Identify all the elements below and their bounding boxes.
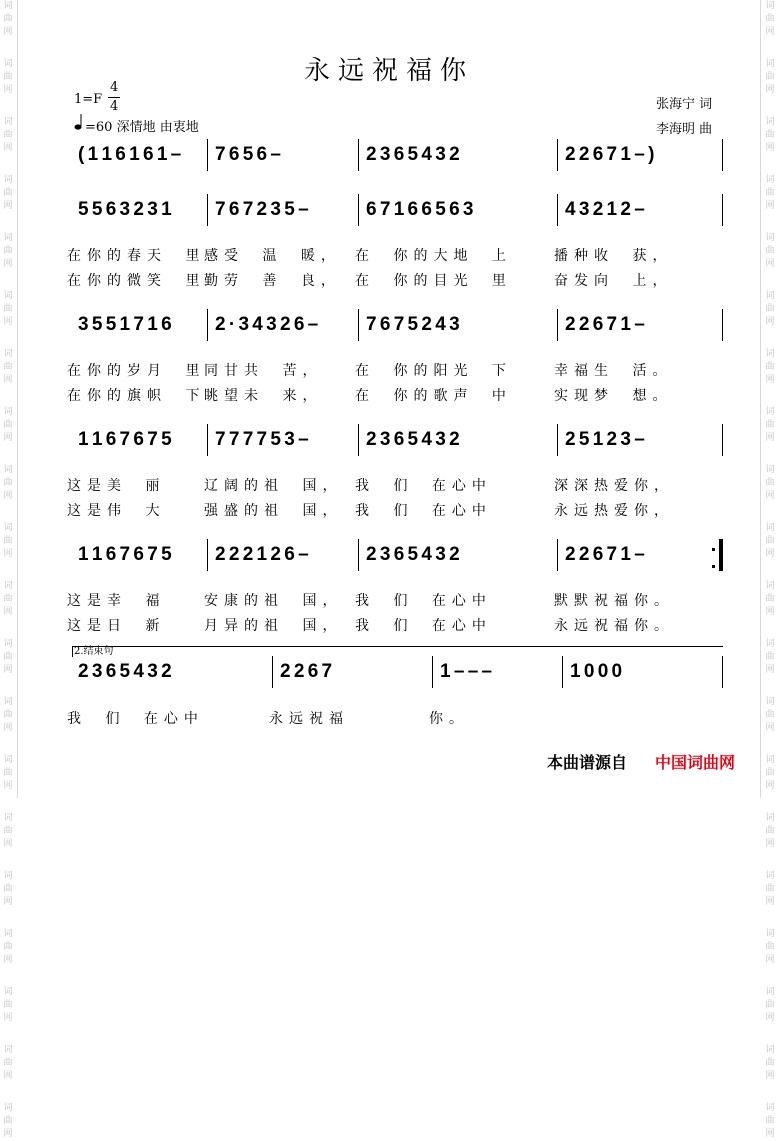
barline [207, 539, 208, 571]
lyric-segment: 安康的祖 国， [204, 593, 343, 609]
watermark-char: 词 [765, 523, 775, 533]
watermark-char: 网 [3, 549, 13, 559]
lyric-segment: 在 你的大地 上 [355, 248, 512, 264]
lyric-segment: 眺望未 来， [204, 388, 323, 404]
watermark-char: 网 [765, 27, 775, 37]
watermark-char: 曲 [3, 884, 13, 894]
lyric-segment: 你。 [429, 711, 469, 727]
lyric-segment: 在你的春天 里 [67, 248, 206, 264]
watermark-char: 词 [765, 175, 775, 185]
watermark-char: 曲 [3, 420, 13, 430]
barline [722, 656, 723, 688]
barline [358, 309, 359, 341]
watermark-char: 网 [3, 85, 13, 95]
watermark-char: 词 [765, 871, 775, 881]
watermark-char: 词 [765, 1045, 775, 1055]
watermark-char: 词 [765, 639, 775, 649]
lyric-segment: 深深热爱你， [554, 478, 674, 494]
measure-notes: 3 5 5 1 7 1 6 [78, 314, 172, 335]
watermark-char: 曲 [765, 1116, 775, 1126]
watermark-char: 曲 [765, 768, 775, 778]
lyric-segment: 在 你的阳光 下 [355, 363, 512, 379]
watermark-char: 网 [765, 665, 775, 675]
watermark-char: 曲 [3, 1116, 13, 1126]
watermark-char: 网 [765, 781, 775, 791]
watermark-char: 网 [3, 201, 13, 211]
watermark-char: 网 [765, 259, 775, 269]
lyricist-credit: 张海宁 词 [656, 97, 713, 112]
left-watermark-column [1, 0, 15, 1139]
lyric-segment: 永远祝福你。 [554, 618, 674, 634]
watermark-char: 曲 [765, 72, 775, 82]
watermark-char: 曲 [3, 72, 13, 82]
watermark-char: 词 [3, 871, 13, 881]
lyric-segment: 实现梦 想。 [554, 388, 673, 404]
watermark-char: 词 [765, 349, 775, 359]
measure-notes: 2 2 2 1 2 6 – [215, 544, 309, 565]
right-margin-line [760, 0, 761, 798]
barline [557, 424, 558, 456]
watermark-char: 网 [765, 1013, 775, 1023]
key-signature: 1=F [74, 92, 103, 107]
measure-notes: 2 3 6 5 4 3 2 [78, 661, 172, 682]
watermark-char: 词 [3, 1045, 13, 1055]
measure-notes: 1 – – – [440, 661, 493, 682]
measure-notes: 1 0 0 0 [570, 661, 623, 682]
watermark-char: 网 [3, 955, 13, 965]
watermark-char: 词 [765, 929, 775, 939]
lyric-segment: 辽阔的祖 国， [204, 478, 343, 494]
watermark-char: 网 [3, 1071, 13, 1081]
watermark-char: 词 [765, 291, 775, 301]
watermark-char: 曲 [3, 1000, 13, 1010]
barline [207, 139, 208, 171]
time-signature-bottom: 4 [110, 99, 119, 114]
measure-notes: 2 3 6 5 4 3 2 [366, 429, 460, 450]
watermark-char: 网 [765, 723, 775, 733]
watermark-char: 网 [765, 143, 775, 153]
watermark-char: 词 [3, 987, 13, 997]
watermark-char: 网 [3, 433, 13, 443]
watermark-char: 词 [3, 407, 13, 417]
watermark-char: 曲 [3, 478, 13, 488]
measure-notes: 2 3 6 5 4 3 2 [366, 544, 460, 565]
barline [358, 194, 359, 226]
watermark-char: 词 [765, 813, 775, 823]
final-double-barline [719, 539, 722, 571]
watermark-char: 词 [3, 59, 13, 69]
barline [562, 656, 563, 688]
measure-notes: 2 2 6 7 1 – [565, 314, 645, 335]
watermark-char: 词 [3, 117, 13, 127]
watermark-char: 曲 [765, 130, 775, 140]
watermark-char: 词 [3, 813, 13, 823]
watermark-char: 曲 [3, 942, 13, 952]
watermark-char: 曲 [3, 246, 13, 256]
barline [722, 139, 723, 171]
barline [272, 656, 273, 688]
measure-notes: 5 5 6 3 2 3 1 [78, 199, 172, 220]
watermark-char: 曲 [765, 478, 775, 488]
watermark-char: 网 [3, 665, 13, 675]
barline [557, 194, 558, 226]
watermark-char: 词 [3, 581, 13, 591]
watermark-char: 网 [3, 259, 13, 269]
barline [722, 424, 723, 456]
watermark-char: 词 [3, 175, 13, 185]
watermark-char: 曲 [765, 594, 775, 604]
watermark-char: 网 [765, 85, 775, 95]
barline [358, 139, 359, 171]
lyric-segment: 这是日 新 [67, 618, 166, 634]
watermark-char: 网 [765, 201, 775, 211]
watermark-char: 词 [765, 755, 775, 765]
watermark-char: 词 [765, 407, 775, 417]
watermark-char: 曲 [3, 1058, 13, 1068]
measure-notes: 2 · 3 4 3 2 6 – [215, 314, 319, 335]
lyric-segment: 在 你的目光 里 [355, 273, 512, 289]
watermark-char: 词 [765, 987, 775, 997]
watermark-char: 词 [765, 1, 775, 11]
measure-notes: 7 7 7 7 5 3 – [215, 429, 309, 450]
measure-notes: 2 5 1 2 3 – [565, 429, 645, 450]
barline [207, 194, 208, 226]
source-label: 本曲谱源自 [547, 755, 628, 772]
watermark-char: 网 [765, 607, 775, 617]
barline [207, 424, 208, 456]
measure-notes: 7 6 7 5 2 4 3 [366, 314, 460, 335]
song-title: 永远祝福你 [303, 56, 474, 86]
lyric-segment: 勤劳 善 良， [204, 273, 341, 289]
lyric-segment: 我 们 在心中 [355, 618, 492, 634]
measure-notes: 4 3 2 1 2 – [565, 199, 645, 220]
watermark-char: 曲 [765, 246, 775, 256]
lyric-segment: 这是伟 大 [67, 503, 166, 519]
watermark-char: 词 [3, 639, 13, 649]
lyric-segment: 我 们 在心中 [355, 593, 492, 609]
watermark-char: 曲 [765, 304, 775, 314]
ending-label: 2.结束句 [74, 646, 114, 657]
measure-notes: 6 7 1 6 6 5 6 3 [366, 199, 474, 220]
watermark-char: 曲 [3, 710, 13, 720]
barline [557, 539, 558, 571]
watermark-char: 曲 [765, 1058, 775, 1068]
watermark-char: 网 [3, 27, 13, 37]
watermark-char: 曲 [765, 1000, 775, 1010]
right-watermark-column [763, 0, 777, 1139]
lyric-segment: 奋发向 上， [554, 273, 673, 289]
watermark-char: 词 [3, 349, 13, 359]
watermark-char: 网 [765, 491, 775, 501]
lyric-segment: 在你的微笑 里 [67, 273, 206, 289]
watermark-char: 曲 [765, 884, 775, 894]
watermark-char: 词 [765, 59, 775, 69]
watermark-char: 网 [765, 1071, 775, 1081]
left-margin-line [17, 0, 18, 798]
time-signature-line [108, 97, 120, 98]
lyric-segment: 默默祝福你。 [554, 593, 674, 609]
watermark-char: 词 [3, 291, 13, 301]
measure-notes: ( 1 1 6 1 6 1 – [78, 144, 182, 165]
watermark-char: 词 [765, 697, 775, 707]
watermark-char: 曲 [765, 942, 775, 952]
lyric-segment: 永远热爱你， [554, 503, 674, 519]
watermark-char: 曲 [3, 188, 13, 198]
lyric-segment: 在你的旗帜 下 [67, 388, 206, 404]
watermark-char: 曲 [3, 652, 13, 662]
watermark-char: 曲 [765, 420, 775, 430]
watermark-char: 网 [3, 317, 13, 327]
measure-notes: 7 6 5 6 – [215, 144, 281, 165]
lyric-segment: 播种收 获， [554, 248, 673, 264]
watermark-char: 词 [3, 465, 13, 475]
watermark-char: 网 [3, 1013, 13, 1023]
lyric-segment: 同甘共 苦， [204, 363, 323, 379]
watermark-char: 词 [765, 117, 775, 127]
watermark-char: 网 [3, 1129, 13, 1139]
repeat-dots [712, 548, 715, 568]
source-brand: 中国词曲网 [655, 755, 736, 772]
watermark-char: 曲 [765, 652, 775, 662]
lyric-segment: 月异的祖 国， [204, 618, 343, 634]
barline [722, 309, 723, 341]
watermark-char: 词 [765, 1103, 775, 1113]
watermark-char: 曲 [3, 594, 13, 604]
lyric-segment: 这是美 丽 [67, 478, 166, 494]
barline [358, 424, 359, 456]
watermark-char: 曲 [765, 826, 775, 836]
watermark-char: 网 [3, 839, 13, 849]
barline [557, 139, 558, 171]
time-signature-top: 4 [110, 80, 119, 95]
watermark-char: 曲 [765, 710, 775, 720]
watermark-char: 词 [3, 1103, 13, 1113]
barline [358, 539, 359, 571]
watermark-char: 网 [765, 1129, 775, 1139]
watermark-char: 曲 [3, 130, 13, 140]
watermark-char: 网 [765, 549, 775, 559]
lyric-segment: 在你的岁月 里 [67, 363, 206, 379]
watermark-char: 曲 [765, 188, 775, 198]
tempo-marking: =60 深情地 由衷地 [85, 120, 199, 135]
lyric-segment: 我 们 在心中 [67, 711, 204, 727]
barline [432, 656, 433, 688]
lyric-segment: 这是幸 福 [67, 593, 166, 609]
watermark-char: 词 [765, 233, 775, 243]
watermark-char: 曲 [3, 14, 13, 24]
watermark-char: 曲 [765, 362, 775, 372]
watermark-char: 网 [765, 839, 775, 849]
lyric-segment: 强盛的祖 国， [204, 503, 343, 519]
watermark-char: 词 [765, 465, 775, 475]
watermark-char: 词 [3, 697, 13, 707]
measure-notes: 2 2 6 7 1 – ) [565, 144, 655, 165]
measure-notes: 2 2 6 7 1 – [565, 544, 645, 565]
lyric-segment: 感受 温 暖， [204, 248, 341, 264]
watermark-char: 网 [765, 433, 775, 443]
watermark-char: 曲 [3, 536, 13, 546]
watermark-char: 网 [3, 607, 13, 617]
watermark-char: 曲 [3, 304, 13, 314]
watermark-char: 网 [3, 781, 13, 791]
barline [207, 309, 208, 341]
measure-notes: 1 1 6 7 6 7 5 [78, 429, 172, 450]
composer-credit: 李海明 曲 [656, 122, 713, 137]
watermark-char: 网 [765, 897, 775, 907]
watermark-char: 网 [765, 955, 775, 965]
lyric-segment: 幸福生 活。 [554, 363, 673, 379]
watermark-char: 曲 [3, 362, 13, 372]
watermark-char: 词 [3, 523, 13, 533]
lyric-segment: 我 们 在心中 [355, 503, 492, 519]
watermark-char: 词 [765, 581, 775, 591]
quarter-note-icon [74, 113, 84, 131]
watermark-char: 词 [3, 755, 13, 765]
watermark-char: 曲 [765, 14, 775, 24]
watermark-char: 网 [3, 897, 13, 907]
barline [722, 194, 723, 226]
watermark-char: 词 [3, 929, 13, 939]
watermark-char: 网 [3, 143, 13, 153]
measure-notes: 2 2 6 7 [280, 661, 333, 682]
watermark-char: 词 [3, 233, 13, 243]
lyric-segment: 我 们 在心中 [355, 478, 492, 494]
barline [557, 309, 558, 341]
watermark-char: 网 [3, 491, 13, 501]
watermark-char: 网 [3, 375, 13, 385]
watermark-char: 网 [765, 375, 775, 385]
lyric-segment: 在 你的歌声 中 [355, 388, 512, 404]
lyric-segment: 永远祝福 [269, 711, 349, 727]
measure-notes: 2 3 6 5 4 3 2 [366, 144, 460, 165]
watermark-char: 曲 [3, 768, 13, 778]
watermark-char: 词 [3, 1, 13, 11]
watermark-char: 网 [765, 317, 775, 327]
barline [722, 539, 723, 571]
watermark-char: 网 [3, 723, 13, 733]
watermark-char: 曲 [765, 536, 775, 546]
watermark-char: 曲 [3, 826, 13, 836]
measure-notes: 1 1 6 7 6 7 5 [78, 544, 172, 565]
ending-bracket [72, 646, 723, 657]
measure-notes: 7 6 7 2 3 5 – [215, 199, 309, 220]
